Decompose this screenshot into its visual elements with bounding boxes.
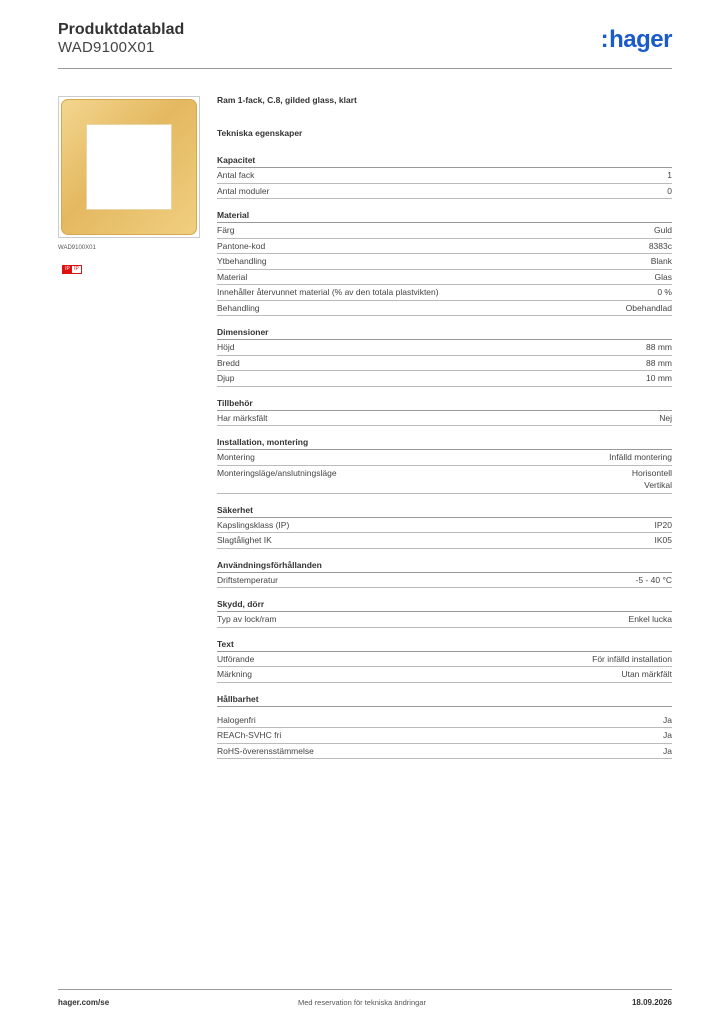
spec-value: Ja <box>663 730 672 740</box>
spec-row <box>217 713 672 729</box>
spec-row <box>217 223 672 239</box>
spec-row <box>217 744 672 760</box>
spec-row <box>217 356 672 372</box>
spec-label: Halogenfri <box>217 714 256 725</box>
spec-label: Bredd <box>217 357 240 368</box>
section-title: Tillbehör <box>217 397 672 411</box>
spec-section <box>217 693 672 760</box>
spec-section <box>217 154 672 199</box>
spec-label: Behandling <box>217 302 260 313</box>
spec-value: Guld <box>654 225 672 235</box>
spec-value: Horisontell Vertikal <box>631 467 672 490</box>
spec-label: Märkning <box>217 669 252 679</box>
spec-row <box>217 340 672 356</box>
spec-label: Driftstemperatur <box>217 574 278 585</box>
spec-section <box>217 209 672 316</box>
spec-value: 0 % <box>657 287 672 297</box>
spec-label: Monteringsläge/anslutningsläge <box>217 467 337 478</box>
spec-label: Montering <box>217 452 255 462</box>
logo-text: hager <box>609 26 672 53</box>
footer-date: 18.09.2026 <box>631 998 672 1007</box>
spec-sections <box>217 154 672 759</box>
spec-label: Innehåller återvunnet material (% av den totala plastvikten) <box>217 287 439 297</box>
spec-value: Enkel lucka <box>628 614 672 624</box>
spec-row <box>217 168 672 184</box>
spec-value: 1 <box>667 170 672 180</box>
product-title: Ram 1-fack, C.8, gilded glass, klart <box>217 95 357 105</box>
section-title: Installation, montering <box>217 436 672 450</box>
spec-label: REACh-SVHC fri <box>217 730 282 740</box>
product-image <box>58 96 200 238</box>
spec-value: Utan märkfält <box>621 669 672 679</box>
spec-label: Slagtålighet IK <box>217 535 272 545</box>
spec-row <box>217 285 672 301</box>
product-code: WAD9100X01 <box>58 39 155 56</box>
spec-row <box>217 371 672 387</box>
spec-label: Utförande <box>217 653 255 664</box>
page-title: Produktdatablad <box>58 21 185 38</box>
section-title: Skydd, dörr <box>217 598 672 612</box>
spec-section <box>217 638 672 683</box>
spec-value: För infälld installation <box>592 653 672 664</box>
spec-value: IP20 <box>654 519 672 530</box>
spec-value: Ja <box>663 714 672 725</box>
logo-mark-icon: : <box>600 26 609 53</box>
spec-label: Kapslingsklass (IP) <box>217 519 290 530</box>
section-title: Kapacitet <box>217 154 672 168</box>
spec-section <box>217 504 672 549</box>
spec-row <box>217 518 672 534</box>
spec-label: RoHS-överensstämmelse <box>217 745 314 756</box>
section-title: Text <box>217 638 672 652</box>
spec-row <box>217 667 672 683</box>
spec-content <box>217 95 672 769</box>
spec-label: Höjd <box>217 342 235 352</box>
spec-row <box>217 466 672 494</box>
footer-website: hager.com/se <box>58 998 110 1007</box>
spec-row <box>217 728 672 744</box>
image-caption: WAD9100X01 <box>58 245 96 251</box>
spec-section <box>217 598 672 628</box>
spec-value: Ja <box>663 745 672 756</box>
section-title: Säkerhet <box>217 504 672 518</box>
spec-section <box>217 559 672 589</box>
spec-row <box>217 301 672 317</box>
spec-row <box>217 612 672 628</box>
section-title: Användningsförhållanden <box>217 559 672 573</box>
spec-label: Material <box>217 271 248 282</box>
ip-rating-icon <box>62 265 82 274</box>
spec-section <box>217 326 672 387</box>
spec-value: Infälld montering <box>609 452 672 462</box>
spec-row <box>217 573 672 589</box>
spec-row <box>217 652 672 668</box>
spec-value: Obehandlad <box>625 302 672 313</box>
spec-value: 8383c <box>648 240 672 251</box>
spec-label: Pantone-kod <box>217 240 266 251</box>
spec-value: IK05 <box>654 535 672 545</box>
spec-label: Antal moduler <box>217 185 270 196</box>
spec-row <box>217 184 672 200</box>
spec-section <box>217 436 672 494</box>
spec-row <box>217 411 672 427</box>
spec-value: Nej <box>659 412 672 423</box>
spec-label: Typ av lock/ram <box>217 614 277 624</box>
section-title: Dimensioner <box>217 326 672 340</box>
hager-logo <box>601 28 672 52</box>
section-title: Material <box>217 209 672 223</box>
spec-value: 0 <box>667 185 672 196</box>
spec-value: Blank <box>650 256 672 266</box>
section-title: Hållbarhet <box>217 693 672 707</box>
badge-left: IP <box>63 266 72 273</box>
spec-value: 88 mm <box>646 357 672 368</box>
tech-heading: Tekniska egenskaper <box>217 128 303 138</box>
spec-row <box>217 450 672 466</box>
spec-label: Ytbehandling <box>217 256 267 266</box>
spec-row <box>217 533 672 549</box>
footer-divider <box>58 989 672 990</box>
spec-label: Färg <box>217 225 235 235</box>
spec-label: Djup <box>217 373 235 383</box>
spec-row <box>217 254 672 270</box>
spec-row <box>217 239 672 255</box>
header-divider <box>58 68 672 69</box>
spec-value: -5 - 40 °C <box>635 574 672 585</box>
spec-section <box>217 397 672 427</box>
frame-illustration <box>61 99 197 235</box>
spec-value: 88 mm <box>646 342 672 352</box>
spec-label: Antal fack <box>217 170 255 180</box>
spec-value: 10 mm <box>646 373 672 383</box>
spec-label: Har märksfält <box>217 412 268 423</box>
spec-row <box>217 270 672 286</box>
footer-disclaimer: Med reservation för tekniska ändringar <box>298 998 426 1007</box>
spec-value: Glas <box>654 271 672 282</box>
badge-right: IP <box>72 266 81 273</box>
